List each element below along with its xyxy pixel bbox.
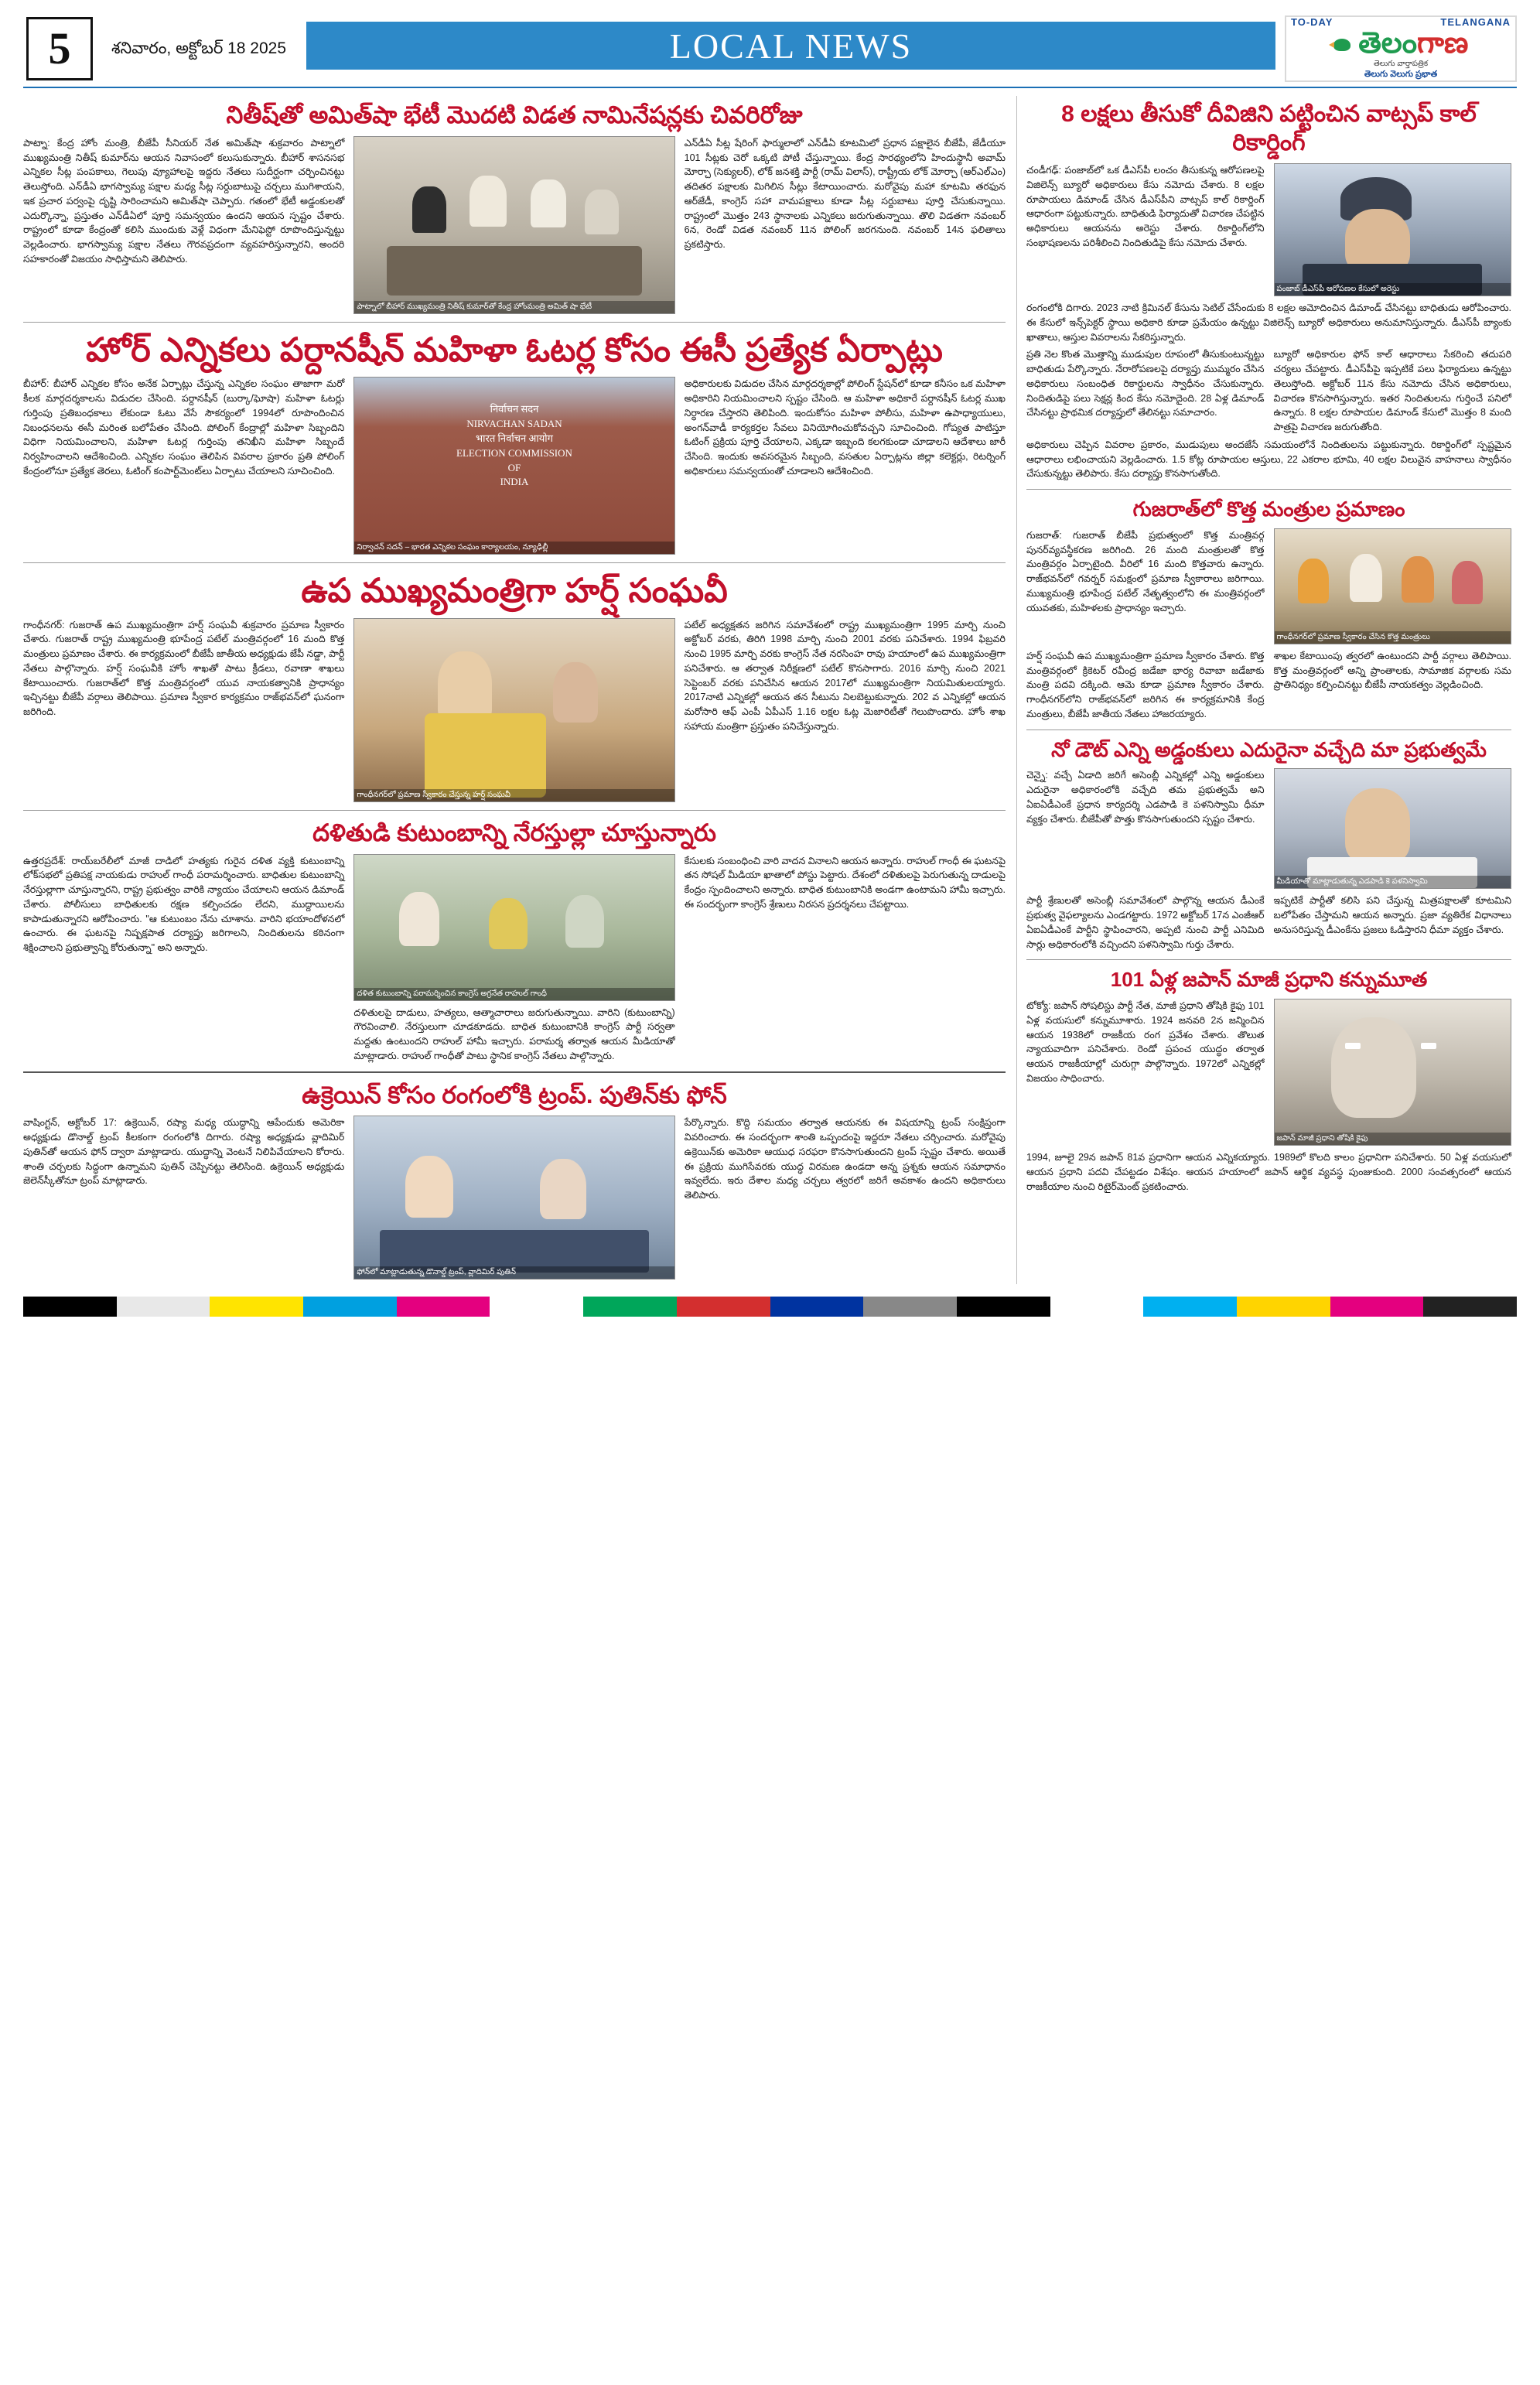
photo-caption: గాంధీనగర్‌లో ప్రమాణ స్వీకారం చేస్తున్న హర్ష్ సంఘవీ	[354, 789, 674, 801]
photo-harsh-sanghavi-oath	[353, 618, 674, 802]
section-title: LOCAL NEWS	[669, 26, 913, 66]
color-swatch	[677, 1297, 770, 1317]
color-swatch	[957, 1297, 1050, 1317]
color-swatch	[1423, 1297, 1517, 1317]
color-swatch	[583, 1297, 677, 1317]
article-body-col-2: పటేల్ అధ్యక్షతన జరిగిన సమావేశంలో రాష్ట్ర ముఖ్యమంత్రిగా 1995 మార్చి నుంచి అక్టోబర్ వరకు, తిరిగి 1998 మార్చి నుంచి 2001 వరకు పనిచేశారు. 1994 ఫిబ్రవరి నుంచి 1995 మార్చి వరకు కాంగ్రెస్ నేత నరసింహ రావు హయాంలో ఉప ముఖ్యమంత్రిగా పనిచేశారు. ఆ తర్వాత నిరీక్షణలో పటేల్ కొనసాగారు. 2016 మార్చి నుంచి 2021 సెప్టెంబర్ వరకు పనిచేసిన ఆయన 2017లో ముఖ్యమంత్రిగా నియమితులయ్యారు. 2017నాటి ఎన్నికల్లో ఆయన తన సీటును నిలబెట్టుకున్నారు. 202 వ ఎన్నికల్లో ఆయన మరోసారి ఆఫ్ ఎంపీ ఏపీఎస్ 1.16 లక్షల ఓట్ల మెజారిటీతో గెలుపొందారు. హోం శాఖ సహాయ మంత్రిగా ప్రస్తుతం పనిచేస్తున్నారు.	[684, 619, 1006, 732]
color-swatch	[397, 1297, 490, 1317]
headline: 101 ఏళ్ల జపాన్ మాజీ ప్రధాని కన్నుమూత	[1110, 968, 1428, 992]
article-photo-wrap	[353, 377, 674, 555]
headline: నితీష్‌తో అమిత్‌షా భేటీ మొదటి విడత నామినేషన్లకు చివరిరోజు	[226, 101, 803, 128]
article-body-col-1: చండీగఢ్: పంజాబ్‌లో ఒక డీఎస్‌పీ లంచం తీసుకున్న ఆరోపణలపై విజిలెన్స్ బ్యూరో అధికారులు కేసు నమోదు చేశారు. 8 లక్షల రూపాయలు డిమాండ్ చేసిన డీఎస్‌పీని వాట్సప్ కాల్ రికార్డింగ్ ఆధారంగా పట్టుకున్నారు. బాధితుడి ఫిర్యాదుతో విచారణ చేపట్టిన అధికారులు ఆయనను అరెస్టు చేశారు. రికార్డింగ్‌లోని సంభాషణలను పరిశీలించి నిందితుడిపై కేసు నమోదు చేశారు.	[1026, 165, 1265, 248]
logo-word-2: గాణ	[1416, 27, 1469, 60]
photo-punjab-dsp	[1274, 163, 1512, 296]
article-body-col-3: కేసులకు సంబంధించి వారి వాదన వినాలని ఆయన అన్నారు. రాహుల్ గాంధీ ఈ ఘటనపై తన సోషల్ మీడియా ఖాతాలో పోస్టు పెట్టారు. దేశంలో దళితులపై పెరుగుతున్న దాడులపై కేంద్రం స్పందించాలని అన్నారు. బాధిత కుటుంబానికి అండగా ఉంటామని హామీ ఇచ్చారు. ఈ సందర్భంగా కాంగ్రెస్ శ్రేణులు నిరసన ప్రదర్శనలు చేపట్టాయి.	[684, 855, 1006, 910]
article-body-col-2: దళితులపై దాడులు, హత్యలు, ఆత్మాచారాలు జరుగుతున్నాయి. వారిని (కుటుంబాన్ని) గౌరవించాలి. నేరస్తులుగా చూడకూడదు. బాధిత కుటుంబానికి కాంగ్రెస్ పార్టీ సర్వతా మద్దతు ఉంటుందని రాహుల్ హామీ ఇచ్చారు. పరామర్శ తర్వాత ఆయన మీడియాతో మాట్లాడారు. రాహుల్ గాంధీతో పాటు స్థానిక కాంగ్రెస్ నేతలు పాల్గొన్నారు.	[353, 1006, 675, 1061]
article-nitish-amitshah	[23, 101, 1006, 314]
article-body-col-2: పార్టీ శ్రేణులతో అసెంబ్లీ సమావేశంలో పాల్గొన్న ఆయన డీఎంకే ప్రభుత్వ వైఫల్యాలను ఎండగట్టారు. 1972 అక్టోబర్ 17న ఎంజీఆర్ ఏఐఏడీఎంకే పార్టీని స్థాపించారని, అప్పటి నుంచి పార్టీ ఎనిమిది సార్లు అధికారంలోకి వచ్చిందని పళనిస్వామి గుర్తు చేశారు.	[1026, 895, 1265, 950]
printer-color-bar	[23, 1297, 1517, 1317]
article-body-col-1: ఉత్తరప్రదేశ్: రాయ్‌బరేలీలో మాజీ దాడిలో హత్యకు గురైన దళిత వ్యక్తి కుటుంబాన్ని లోక్‌సభలో ప్రతిపక్ష నాయకుడు రాహుల్ గాంధీ పరామర్శించారు. బాధితుల కుటుంబాన్ని నేరస్తుల్లాగా చూస్తున్నారని, రాష్ట్ర ప్రభుత్వం వారికి న్యాయం చేయాలని ఆయన డిమాండ్ చేశారు. పోలీసులు బాధితులకు రక్షణ కల్పించడం లేదని, ముద్దాయిలను కాపాడుతున్నారని ఆరోపించారు. "ఆ కుటుంబం నేను చూశాను. వారిని భయాందోళనలో ఉంచారు. ఈ ఘటనపై నిష్పక్షపాత దర్యాప్తు జరిగాలని, నిందితులను కఠినంగా శిక్షించాలని ప్రభుత్వాన్ని కోరుతున్నా" అని అన్నారు.	[23, 855, 345, 954]
article-body-col-1: గుజరాత్: గుజరాత్ బీజేపీ ప్రభుత్వంలో కొత్త మంత్రివర్గ పునర్‌వ్యవస్థీకరణ జరిగింది. 26 మంది మంత్రులతో కొత్త మంత్రివర్గం ఏర్పాటైంది. వీరిలో 16 మంది కొత్తవారు ఉన్నారు. రాజ్‌భవన్‌లో గవర్నర్ సమక్షంలో ప్రమాణ స్వీకారాలు జరిగాయి. ముఖ్యమంత్రి భూపేంద్ర పటేల్ నేతృత్వంలోని ఈ మంత్రివర్గంలో యువతకు, మహిళలకు ప్రాధాన్యం ఇచ్చారు.	[1026, 529, 1265, 613]
article-japan-ex-pm	[1026, 968, 1511, 1194]
photo-palaniswami	[1274, 768, 1512, 889]
article-body-col-1: బీహార్: బీహార్ ఎన్నికల కోసం అనేక ఏర్పాట్లు చేస్తున్న ఎన్నికల సంఘం తాజాగా మరో కీలక మార్గదర్శకాలను విడుదల చేసింది. పర్దానషీన్ (బుర్కా/ఘోషా) మహిళా ఓటర్లు గుర్తింపు ప్రతిబంధకాలు లేకుండా ఓటు వేసే సౌకర్యంలో 1994లో రూపొందించిన నిబంధనలను ఈసీ మరింత బలోపేతం చేసింది. పోలింగ్ కేంద్రాల్లో మహిళా సిబ్బందిని విధిగా నియమించాలని, మహిళా ఓటర్ల గుర్తింపు తనిఖీని మహిళా సిబ్బందే నిర్వహించాలని ఆదేశించింది. ఎన్నికల సంఘం తెలిపిన వివరాల ప్రకారం ప్రతి పోలింగ్ కేంద్రంలోనూ ప్రత్యేక తెరలు, ఓటింగ్ కంపార్ట్‌మెంట్‌లు ఏర్పాటు చేయాలని సూచించింది.	[23, 378, 345, 477]
logo-subtitle-2: తెలుగు వెలుగు ప్రభాత	[1364, 70, 1438, 79]
issue-date: శనివారం, అక్టోబర్ 18 2025	[111, 39, 287, 57]
article-body-col-4: బ్యూరో అధికారుల ఫోన్ కాల్ ఆధారాలు సేకరించి తదుపరి చర్యలు చేపట్టారు. డీఎస్‌పీపై ఇప్పటికే పలు ఫిర్యాదులు ఉన్నట్టు తెలుస్తోంది. అక్టోబర్ 11న కేసు నమోదు చేసిన అధికారులు, విచారణ కొనసాగిస్తున్నారు. ఇతర నిందితులను గుర్తించే పనిలో ఉన్నారు. 8 లక్షల రూపాయల డిమాండ్ కేసులో మొత్తం 8 మంది పాత్రపై విచారణ జరుగుతోంది.	[1273, 349, 1511, 433]
photo-caption: పాట్నాలో బీహార్ ముఖ్యమంత్రి నితీష్ కుమార్‌తో కేంద్ర హోంమంత్రి అమిత్ షా భేటీ	[354, 301, 674, 313]
article-purdah-voters	[23, 330, 1006, 555]
photo-election-commission-building: निर्वाचन सदन NIRVACHAN SADAN भारत निर्वाचन आयोग ELECTION COMMISSION OF INDIA నిర్వాచన్ సదన్ – భారత ఎన్నికల సంఘం కార్యాలయం, న్యూఢిల్లీ	[353, 377, 674, 555]
article-photo-wrap	[1274, 528, 1512, 644]
headline: నో డౌట్ ఎన్ని అడ్డంకులు ఎదురైనా వచ్చేది మా ప్రభుత్వమే	[1051, 737, 1487, 761]
photo-nitish-amitshah-meeting	[353, 136, 674, 314]
article-body-col-2: పేర్కొన్నారు. కొద్ది సమయం తర్వాత ఆయనకు ఈ విషయాన్ని ట్రంప్ సంక్షిప్తంగా వివరించారు. ఈ సందర్భంగా శాంతి ఒప్పందంపై ఇద్దరూ నేతలు చర్చించారు. మరోవైపు ఉక్రెయిన్‌కు అమెరికా ఆయుధ సరఫరా కొనసాగుతుందని ట్రంప్ స్పష్టం చేశారు. అయితే ఈ ప్రక్రియ ముగిసేవరకు యుద్ధ విరమణ ఉండదా అన్న ప్రశ్నకు ఆయన సమాధానం ఇవ్వలేదు. ఇరు దేశాల మధ్య చర్చలు త్వరలో జరిగే అవకాశం ఉందని అధికారులు తెలిపారు.	[684, 1117, 1006, 1201]
headline: 8 లక్షలు తీసుకో దీవిజిని పట్టించిన వాట్సప్ కాల్ రికార్డింగ్	[1061, 101, 1477, 155]
article-body-col-1: వాషింగ్టన్, అక్టోబర్ 17: ఉక్రెయిన్, రష్యా మధ్య యుద్ధాన్ని ఆపేందుకు అమెరికా అధ్యక్షుడు డొనాల్డ్ ట్రంప్ కీలకంగా రంగంలోకి దిగారు. రష్యా అధ్యక్షుడు వ్లాదిమిర్ పుతిన్‌తో ఆయన ఫోన్ ద్వారా మాట్లాడారు. యుద్ధాన్ని వెంటనే నిలిపివేయాలని కోరారు. శాంతి చర్చలకు సిద్ధంగా ఉన్నామని పుతిన్ చెప్పినట్టు తెలిసింది. ఉక్రెయిన్ అధ్యక్షుడు జెలెన్‌స్కీతోనూ ట్రంప్ మాట్లాడారు.	[23, 1117, 345, 1187]
color-swatch	[1050, 1297, 1144, 1317]
color-swatch	[490, 1297, 583, 1317]
photo-caption: మీడియాతో మాట్లాడుతున్న ఎడపాడి కె పళనిస్వామి	[1275, 876, 1511, 888]
color-swatch	[117, 1297, 210, 1317]
logo-wordmark	[1333, 29, 1469, 58]
article-body-col-2: రంగంలోకి దిగారు. 2023 నాటి క్రిమినల్ కేసును సెటిల్ చేసేందుకు 8 లక్షల ఆమోదించిన డిమాండ్ చేసినట్టు బాధితుడు ఆరోపించారు. ఈ కేసులో ఇన్స్‌పెక్టర్ స్థాయి అధికారి కూడా ప్రమేయం ఉన్నట్టు విజిలెన్స్ బ్యూరో అధికారులు అనుమానిస్తున్నారు. డీఎస్‌పీ బ్యాంకు ఖాతాలు, ఆస్తుల వివరాలను సేకరిస్తున్నారు.	[1026, 302, 1511, 343]
photo-trump-putin-phone-call	[353, 1116, 674, 1280]
divider	[23, 562, 1006, 563]
article-body-col-1: పాట్నా: కేంద్ర హోం మంత్రి, బీజేపీ సీనియర్ నేత అమిత్‌షా శుక్రవారం పాట్నాలో ముఖ్యమంత్రి నితీష్ కుమార్‌ను ఆయన నివాసంలో కలుసుకున్నారు. బీహార్ శాసనసభ ఎన్నికల సీట్ల పంపకాలు, గెలుపు వ్యూహాలపై ఇద్దరు నేతలు సుదీర్ఘంగా చర్చించినట్టు తెలుస్తోంది. ఎన్‌డీఏ భాగస్వామ్య పక్షాల మధ్య సీట్ల సర్దుబాటుపై చర్చలు ముగిశాయని, ఇక ప్రచార పర్వంపై దృష్టి సారించామని అమిత్‌షా చెప్పారు. గతంలో భేటీ అడ్డంకులతో ఎదుర్కొన్నా, ప్రస్తుతం ఎన్‌డీఏలో పూర్తి సమన్వయం ఉందని ఆయన స్పష్టం చేశారు. రాష్ట్రంలో కూడా కేంద్రంతో కలిసి ముందుకు వెళ్లే విధంగా మేనిఫెస్టో రూపొందిస్తున్నట్టు వెల్లడించారు. భాగస్వామ్య పక్షాల నేతలు గౌరవప్రదంగా వ్యవహరిస్తున్నారని, అందరి సహకారంతో విజయం సాధిస్తామని తెలిపారు.	[23, 137, 345, 265]
photo-caption: పంజాబ్ డీఎస్‌పీ ఆరోపణల కేసులో అరెస్టు	[1275, 283, 1511, 296]
logo-subtitle: తెలుగు వార్తాపత్రిక	[1373, 60, 1429, 68]
photo-gujarat-ministers-oath	[1274, 528, 1512, 644]
article-body-col-2: అధికారులకు విడుదల చేసిన మార్గదర్శకాల్లో పోలింగ్ స్టేషన్‌లో కూడా కనీసం ఒక మహిళా అధికారిని నియమించాలని స్పష్టం చేసింది. ఆ మహిళా అధికారే పర్దానషీన్ ఓటర్ల ముఖ నిర్ధారణ చేస్తారని తెలిపింది. ఇందుకోసం మహిళా పోలీసు, మహిళా ఉపాధ్యాయులు, అంగన్‌వాడీ కార్యకర్తల సేవలు వినియోగించుకోవచ్చని సూచించింది. గోప్యత పాటిస్తూ ఓటింగ్ ప్రక్రియ పూర్తి చేయాలని, ఎక్కడా ఇబ్బంది కలగకుండా చూడాలని ఆదేశాలు జారీ చేసింది. ఇందుకు అవసరమైన సిబ్బంది, వసతుల ఏర్పాట్లను జిల్లా కలెక్టర్లు, రిటర్నింగ్ అధికారులు సమన్వయంతో చూడాలని ఆదేశించింది.	[684, 378, 1006, 477]
article-body-col-2: ఎన్‌డీఏ సీట్ల షేరింగ్ ఫార్ములాలో ఎన్‌డీఏ కూటమిలో ప్రధాన పక్షాలైన బీజేపీ, జేడీయూ 101 సీట్లకు చెరో ఒక్కటి పోటీ చేస్తున్నాయి. కేంద్ర సారథ్యంలోని హిందుస్థానీ అవామ్ మోర్చా (సెక్యులర్), లోక్ జనశక్తి పార్టీ (రామ్ విలాస్), రాష్ట్రీయ లోక్ మోర్చా (ఆర్‌ఎల్‌ఎం) తదితర పక్షాలకు మిగిలిన సీట్లు కేటాయించారు. మరోవైపు మహా కూటమి తరఫున ఆర్‌జేడీ, కాంగ్రెస్ సహా వామపక్షాలు కూడా సీట్ల సర్దుబాటు పూర్తి చేసుకున్నాయి. రాష్ట్రంలో మొత్తం 243 స్థానాలకు ఎన్నికలు జరుగుతున్నాయి. తొలి విడతగా నవంబర్ 6న, రెండో విడత నవంబర్ 11న పోలింగ్ జరగనుంది. నవంబర్ 14న ఫలితాలు ప్రకటిస్తారు.	[684, 137, 1006, 251]
headline: గుజరాత్‌లో కొత్త మంత్రుల ప్రమాణం	[1132, 497, 1405, 521]
masthead	[23, 14, 1517, 88]
logo-top-left: TO-DAY	[1291, 16, 1333, 28]
article-gujarat-new-ministers	[1026, 497, 1511, 721]
article-photo-wrap	[1274, 163, 1512, 296]
color-swatch	[210, 1297, 303, 1317]
article-body-col-3: ప్రతి నెల కొంత మొత్తాన్ని ముడుపుల రూపంలో తీసుకుంటున్నట్టు బాధితుడు పేర్కొన్నారు. నేరారోపణలపై దర్యాప్తు ముమ్మరం చేసిన అధికారులు సంబంధిత రికార్డులను స్వాధీనం చేసుకున్నారు. నిందితుడిపై పలు సెక్షన్ల కింద కేసు నమోదైంది. 28 ఏళ్ల డిమాండ్ చేసినట్టు ప్రాథమిక దర్యాప్తులో తేలినట్టు సమాచారం.	[1026, 349, 1265, 419]
divider	[23, 322, 1006, 323]
headline: ఉక్రెయిన్ కోసం రంగంలోకి ట్రంప్. పుతిన్‌కు ఫోన్	[302, 1081, 727, 1109]
article-body-col-1: గాంధీనగర్: గుజరాత్ ఉప ముఖ్యమంత్రిగా హర్ష్ సంఘవీ శుక్రవారం ప్రమాణ స్వీకారం చేశారు. గుజరాత్ రాష్ట్ర ముఖ్యమంత్రి భూపేంద్ర పటేల్ మంత్రివర్గంలో 16 మంది కొత్త మంత్రులు ప్రమాణం చేశారు. ఈ కార్యక్రమంలో బీజేపీ జాతీయ అధ్యక్షుడు జేపీ నడ్డా, పార్టీ నేతలు పాల్గొన్నారు. హర్ష్ సంఘవీకి హోం శాఖతో పాటు క్రీడలు, రవాణా శాఖలు కేటాయించారు. గుజరాత్‌లో కొత్త మంత్రివర్గంలో యువ నాయకత్వానికి ప్రాధాన్యం ఇచ్చినట్టు బీజేపీ వర్గాలు తెలిపాయి. ప్రమాణ స్వీకార కార్యక్రమం రాజ్‌భవన్‌లో ఘనంగా జరిగింది.	[23, 619, 345, 718]
color-swatch	[23, 1297, 117, 1317]
article-photo-wrap	[353, 618, 674, 802]
bird-icon	[1333, 39, 1350, 51]
logo-word-1: తెలం	[1358, 27, 1417, 60]
main-column	[23, 96, 1006, 1284]
page-number: 5	[26, 17, 93, 80]
publication-logo	[1285, 15, 1517, 82]
color-swatch	[770, 1297, 864, 1317]
photo-caption: ఫోన్‌లో మాట్లాడుతున్న డొనాల్డ్ ట్రంప్, వ్లాదిమిర్ పుతిన్	[354, 1266, 674, 1279]
article-photo-wrap	[353, 136, 674, 314]
color-swatch	[863, 1297, 957, 1317]
article-photo-wrap	[1274, 999, 1512, 1146]
right-column	[1016, 96, 1511, 1284]
article-body-col-1: టోక్యో: జపాన్ సోషలిస్టు పార్టీ నేత, మాజీ ప్రధాని తోషికి కైఫు 101 ఏళ్ల వయసులో కన్నుమూశారు. 1924 జనవరి 2న జన్మించిన ఆయన 1938లో రాజకీయ రంగ ప్రవేశం చేశారు. తొలుత న్యాయవాదిగా పనిచేశారు. రెండో ప్రపంచ యుద్ధం తర్వాత ఆయన రాజకీయాల్లో చురుగ్గా పాల్గొన్నారు. 1972లో ఎన్నికల్లో విజయం సాధించారు.	[1026, 1000, 1265, 1084]
color-swatch	[1237, 1297, 1330, 1317]
article-body-col-3: ఇప్పటికే పార్టీతో కలిసి పని చేస్తున్న మిత్రపక్షాలతో కూటమిని బలోపేతం చేస్తామని ఆయన అన్నారు. ప్రజా వ్యతిరేక విధానాలు అనుసరిస్తున్న డీఎంకేను ప్రజలు ఓడిస్తారని ధీమా వ్యక్తం చేశారు.	[1273, 895, 1511, 935]
divider	[1026, 489, 1511, 490]
headline: హోర్ ఎన్నికలు పర్దానషీన్ మహిళా ఓటర్ల కోసం ఈసీ ప్రత్యేక ఏర్పాట్లు	[86, 331, 943, 369]
article-harsh-sanghavi	[23, 571, 1006, 801]
headline: దళితుడి కుటుంబాన్ని నేరస్తుల్లా చూస్తున్నారు	[312, 818, 716, 846]
color-swatch	[1143, 1297, 1237, 1317]
photo-toshiki-kaifu	[1274, 999, 1512, 1146]
article-body-col-2: 1994, జూలై 29న జపాన్ 81వ ప్రధానిగా ఆయన ఎన్నికయ్యారు. 1989లో కొలది కాలం ప్రధానిగా పనిచేశారు. 50 ఏళ్ల వయసులో ఆయన ప్రధాని పదవి చేపట్టడం విశేషం. ఆయన హయాంలో జపాన్ ఆర్థిక వ్యవస్థ పుంజుకుంది. 2000 సంవత్సరంలో ఆయన రాజకీయాల నుంచి రిటైర్‌మెంట్ ప్రకటించారు.	[1026, 1152, 1511, 1192]
photo-caption: గాంధీనగర్‌లో ప్రమాణ స్వీకారం చేసిన కొత్త మంత్రులు	[1275, 631, 1511, 644]
section-banner	[306, 22, 1275, 70]
article-photo-wrap	[1274, 768, 1512, 889]
article-photo-wrap	[353, 854, 674, 1064]
article-dalit-family	[23, 818, 1006, 1064]
article-body-col-1: చెన్నై: వచ్చే ఏడాది జరిగే అసెంబ్లీ ఎన్నికల్లో ఎన్ని అడ్డంకులు ఎదురైనా అధికారంలోకి వచ్చేది తమ ప్రభుత్వమే అని ఏఐఏడీఎంకే ప్రధాన కార్యదర్శి ఎడపాడి కె పళనిస్వామి ధీమా వ్యక్తం చేశారు. బీజేపీతో పొత్తు కొనసాగుతుందని స్పష్టం చేశారు.	[1026, 770, 1265, 825]
divider	[1026, 959, 1511, 960]
article-no-doubt-govt	[1026, 738, 1511, 952]
divider	[23, 810, 1006, 811]
photo-caption: దళిత కుటుంబాన్ని పరామర్శించిన కాంగ్రెస్ అగ్రనేత రాహుల్ గాంధీ	[354, 988, 674, 1000]
color-swatch	[303, 1297, 397, 1317]
photo-rahul-gandhi-visit	[353, 854, 674, 1001]
article-photo-wrap	[353, 1116, 674, 1280]
color-swatch	[1330, 1297, 1424, 1317]
photo-caption: జపాన్ మాజీ ప్రధాని తోషికి కైఫు	[1275, 1133, 1511, 1145]
article-body-col-5: అధికారులు చెప్పిన వివరాల ప్రకారం, ముడుపులు అందజేసే సమయంలోనే నిందితులను పట్టుకున్నారు. రికార్డింగ్‌లో స్పష్టమైన ఆధారాలు లభించాయని వెల్లడించారు. 1.5 కోట్ల రూపాయల ఆస్తులు, 22 ఎకరాల భూమి, 40 లక్షల విలువైన వాహనాలు స్వాధీనం చేసుకున్నట్టు తెలిపారు. కేసు దర్యాప్తు కొనసాగుతోంది.	[1026, 439, 1511, 480]
article-body-col-2: హర్ష్ సంఘవీ ఉప ముఖ్యమంత్రిగా ప్రమాణ స్వీకారం చేశారు. కొత్త మంత్రివర్గంలో క్రికెటర్ రవీంద్ర జడేజా భార్య రివాబా జడేజాకు మంత్రి పదవి దక్కింది. ఆమె కూడా ప్రమాణ స్వీకారం చేశారు. గాంధీనగర్‌లోని రాజ్‌భవన్‌లో జరిగిన ఈ కార్యక్రమానికి కేంద్ర మంత్రులు, బీజేపీ జాతీయ నేతలు హాజరయ్యారు.	[1026, 650, 1265, 719]
photo-caption: నిర్వాచన్ సదన్ – భారత ఎన్నికల సంఘం కార్యాలయం, న్యూఢిల్లీ	[354, 542, 674, 554]
article-body-col-3: శాఖల కేటాయింపు త్వరలో ఉంటుందని పార్టీ వర్గాలు తెలిపాయి. కొత్త మంత్రివర్గంలో అన్ని ప్రాంతాలకు, సామాజిక వర్గాలకు సమ ప్రాతినిధ్యం కల్పించినట్టు బీజేపీ నాయకత్వం వెల్లడించింది.	[1273, 650, 1511, 691]
divider	[23, 1071, 1006, 1073]
article-trump-putin	[23, 1081, 1006, 1280]
article-whatsapp-call-recording	[1026, 101, 1511, 481]
headline: ఉప ముఖ్యమంత్రిగా హర్ష్ సంఘవీ	[301, 572, 728, 610]
logo-top-right: TELANGANA	[1440, 16, 1511, 28]
